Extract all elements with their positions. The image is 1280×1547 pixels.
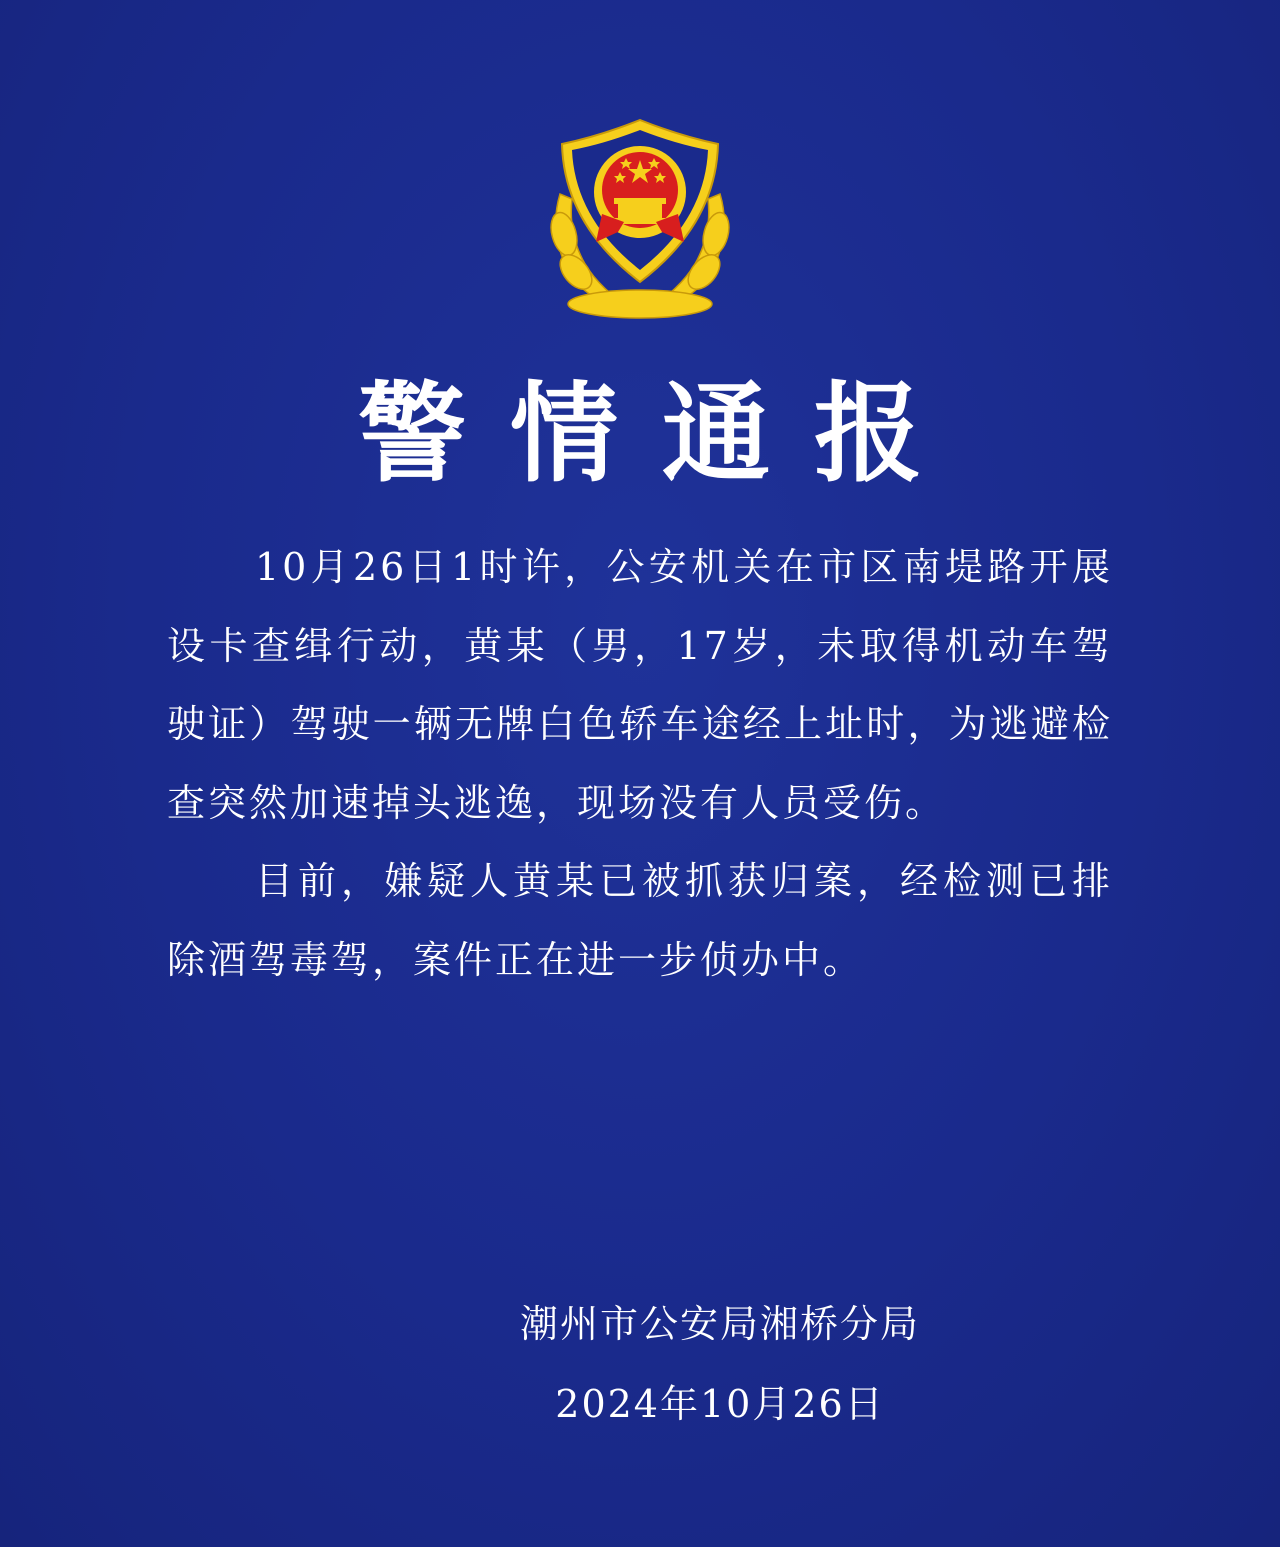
paragraph-1: 10月26日1时许，公安机关在市区南堤路开展设卡查缉行动，黄某（男，17岁，未取得机动车驾驶证）驾驶一辆无牌白色轿车途经上址时，为逃避检查突然加速掉头逃逸，现场没有人员受伤。: [167, 545, 1113, 825]
police-badge-icon: [540, 114, 740, 319]
issuer-name: 潮州市公安局湘桥分局: [519, 1302, 920, 1346]
issue-date: 2024年10月26日: [555, 1382, 885, 1426]
page-title: 警情通报: [357, 372, 966, 497]
paragraph-2: 目前，嫌疑人黄某已被抓获归案，经检测已排除酒驾毒驾，案件正在进一步侦办中。: [167, 859, 1113, 982]
notice-body: [167, 528, 1113, 999]
signature-block: [470, 1284, 970, 1444]
